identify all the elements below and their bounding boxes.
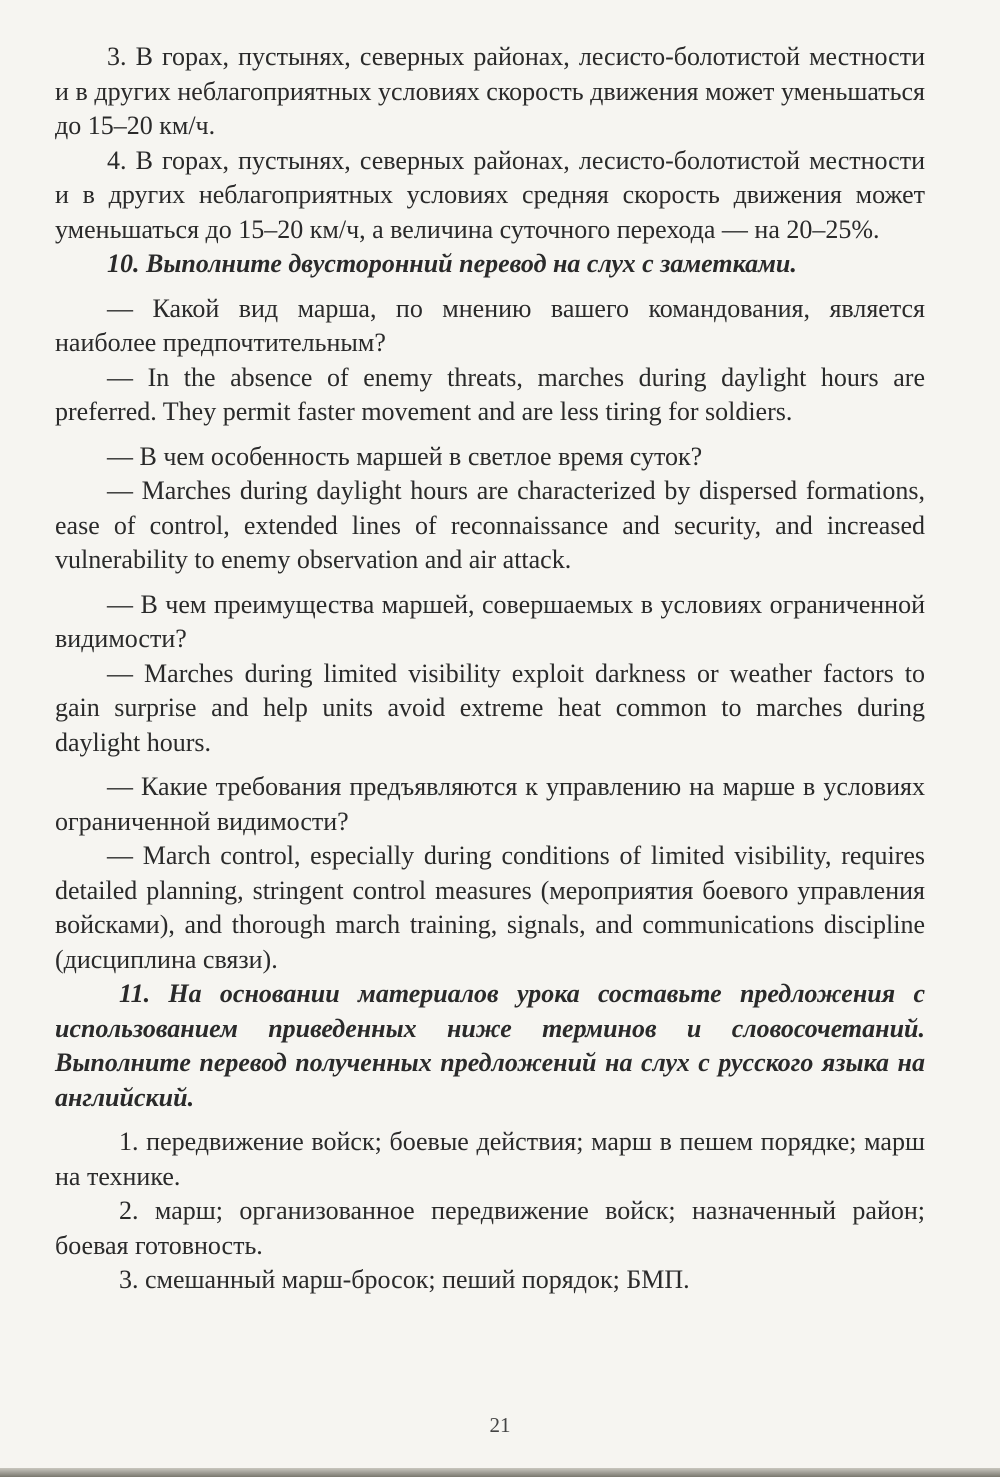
- page-body: [55, 40, 925, 1298]
- dialogue-question: — Какие требования предъявляются к управлению на марше в условиях ограниченной видимости?: [55, 772, 925, 836]
- dialogue-block: [55, 588, 925, 761]
- dialogue-block: [55, 292, 925, 430]
- dialogue-answer: — March control, especially during conditions of limited visibility, requires detailed planning, stringent control measures (мероприятия боевого управления войсками), and thorough march training, signals, and communications discipline (дисциплина связи).: [55, 841, 925, 974]
- dialogue-question: — Какой вид марша, по мнению вашего командования, является наиболее предпочтительным?: [55, 293, 925, 357]
- exercise-10-heading: 10. Выполните двусторонний перевод на слух с заметками.: [107, 249, 797, 278]
- dialogue-block: [55, 770, 925, 977]
- exercise-11-list: [55, 1125, 925, 1298]
- exercise-11-heading: 11. На основании материалов урока составьте предложения с использованием приведенных ниже терминов и словосочетаний. Выполните перевод полученных предложений на слух с русского языка на английский.: [55, 979, 925, 1112]
- dialogue-answer: — Marches during daylight hours are characterized by dispersed formations, ease of control, extended lines of reconnaissance and security, and increased vulnerability to enemy observation and air attack.: [55, 476, 925, 574]
- dialogue-question: — В чем преимущества маршей, совершаемых в условиях ограниченной видимости?: [55, 589, 925, 653]
- paragraph-point-3: 3. В горах, пустынях, северных районах, лесисто-болотистой местности и в других неблагоприятных условиях скорость движения может уменьшаться до 15–20 км/ч.: [55, 42, 925, 140]
- list-item: 2. марш; организованное передвижение войск; назначенный район; боевая готовность.: [55, 1196, 925, 1260]
- dialogue-answer: — Marches during limited visibility exploit darkness or weather factors to gain surprise and help units avoid extreme heat common to marches during daylight hours.: [55, 658, 925, 757]
- paragraph-point-4: 4. В горах, пустынях, северных районах, лесисто-болотистой местности и в других неблагоприятных условиях средняя скорость движения может уменьшаться до 15–20 км/ч, а величина суточного перехода — на 20–25%.: [55, 145, 925, 244]
- list-item: 3. смешанный марш-бросок; пеший порядок; БМП.: [119, 1265, 690, 1294]
- page-bottom-edge: [0, 1468, 1000, 1477]
- list-item: 1. передвижение войск; боевые действия; марш в пешем порядке; марш на технике.: [55, 1127, 925, 1191]
- dialogue-question: — В чем особенность маршей в светлое время суток?: [107, 441, 703, 471]
- dialogue-answer: — In the absence of enemy threats, marches during daylight hours are preferred. They permit faster movement and are less tiring for soldiers.: [55, 362, 925, 426]
- dialogue-block: [55, 440, 925, 578]
- page-number: 21: [489, 1413, 511, 1437]
